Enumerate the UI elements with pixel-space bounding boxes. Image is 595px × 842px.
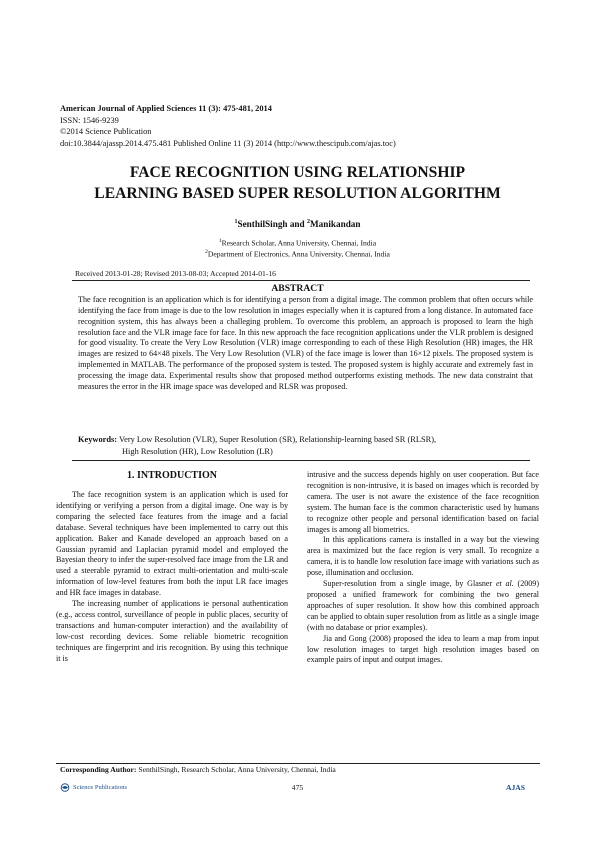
intro-paragraph-1: The face recognition system is an application which is used for identifying or verifying a person from a digital image. One way is by comparing the selected face features from the image and a facial database. Several techniques have been implemented to carry out this application. Baker and Kanade developed an approach based on a Gaussian pyramid and Laplacian pyramid model and employed the Bayesian theory to infer the super-resolved face image from the LR and used a steerable pyramid to extract multi-orientation and multi-scale information of low-level features from both the input LR face images and HR face images in database. bbox=[56, 490, 288, 598]
corresponding-author bbox=[60, 765, 336, 774]
title-line-2: LEARNING BASED SUPER RESOLUTION ALGORITHM bbox=[94, 184, 501, 202]
intro-paragraph-4: In this applications camera is installed in a way but the viewing area is maximized but the face region is very small. To recognize a camera, it is to handle low resolution face image with variations such as pose, illumination and occlusion. bbox=[307, 535, 539, 578]
keywords-label: Keywords: bbox=[78, 435, 118, 444]
journal-code: AJAS bbox=[506, 783, 525, 792]
author-and: and bbox=[287, 219, 307, 230]
journal-header bbox=[60, 103, 396, 149]
keywords bbox=[78, 434, 533, 457]
affiliation-1 bbox=[0, 238, 595, 248]
doi-line[interactable]: doi:10.3844/ajassp.2014.475.481 Published Online 11 (3) 2014 (http://www.thescipub.com/ajas.toc) bbox=[60, 138, 396, 148]
intro-paragraph-5 bbox=[307, 579, 539, 634]
journal-citation: American Journal of Applied Sciences 11 (3): 475-481, 2014 bbox=[60, 104, 272, 113]
affiliation-2-sup: 2 bbox=[205, 249, 208, 255]
title-line-1: FACE RECOGNITION USING RELATIONSHIP bbox=[129, 164, 466, 181]
para5-etal: et al. bbox=[495, 579, 514, 589]
affiliation-2 bbox=[0, 249, 595, 259]
authors bbox=[0, 219, 595, 229]
keywords-line-2: High Resolution (HR), Low Resolution (LR) bbox=[122, 446, 273, 456]
author-2-sup: 2 bbox=[306, 219, 310, 225]
affiliation-2-text: Department of Electronics, Anna University, Chennai, India bbox=[207, 249, 390, 259]
corresponding-text: SenthilSingh, Research Scholar, Anna University, Chennai, India bbox=[136, 765, 336, 774]
intro-paragraph-6: Jia and Gong (2008) proposed the idea to learn a map from input low resolution images to target high resolution images based on example pairs of input and output images. bbox=[307, 633, 539, 665]
divider-footer bbox=[56, 763, 540, 764]
author-2: Manikandan bbox=[309, 219, 361, 230]
affiliation-1-text: Research Scholar, Anna University, Chennai, India bbox=[221, 238, 377, 248]
divider-top bbox=[72, 280, 530, 281]
received-dates: Received 2013-01-28; Revised 2013-08-03; Accepted 2014-01-16 bbox=[75, 269, 276, 278]
intro-paragraph-2: The increasing number of applications ie personal authentication (e.g., access control, surveillance of people in public places, security of transactions and human-computer interaction) and the availability of low-cost recording devices. Some reliable biometric recognition techniques are fingerprint and iris recognition. By using this technique it is bbox=[56, 599, 288, 663]
paper-title bbox=[0, 163, 595, 204]
author-1: SenthilSingh bbox=[237, 219, 288, 230]
abstract-text: The face recognition is an application which is for identifying a person from a digital image. The common problem that often occurs while identifying the face from image is due to the low resolution in images especially when it is captured from a long distance. In automated face recognition system, this has always been a challeging problem. To overcome this problem, an approach is proposed to learn the high resolution face and the VLR image face for face. In this new approach the face recognition applications under the VLR problem is designed for good visuality. To create the Very Low Resolution (VLR) image corresponding to each of these High Resolution (HR) images, the HR images are resized to 64×48 pixels. The Very Low Resolution (VLR) of the face image is lower than 16×12 pixels. The proposed system is implemented in MATLAB. The performance of the proposed system is tested. The proposed system is highly accurate and extremely fast in processing the image data. Experimental results show that proposed method outperforms existing methods. The new data constraint that measures the error in the HR image space was developed and RLSR was proposed. bbox=[78, 295, 533, 391]
para5-start: Super-resolution from a single image, by Glasner bbox=[323, 579, 496, 589]
section-heading-introduction: 1. INTRODUCTION bbox=[126, 470, 217, 481]
corresponding-label: Corresponding Author: bbox=[60, 765, 137, 774]
intro-paragraph-3: intrusive and the success depends highly on user cooperation. But face recognition is non-intrusive, it is based on images which is recorded by camera. The user is not aware the existence of the face recognition system. The human face is the common characteristic used by humans to recognize other people and personal identification based on facial images is among all biometrics. bbox=[307, 470, 539, 534]
column-left bbox=[56, 470, 288, 665]
abstract-heading: ABSTRACT bbox=[271, 283, 324, 294]
divider-keywords bbox=[72, 460, 530, 461]
column-right bbox=[307, 470, 539, 666]
affiliation-1-sup: 1 bbox=[218, 238, 222, 244]
publisher-name: Science Publications bbox=[73, 784, 127, 791]
copyright: ©2014 Science Publication bbox=[60, 127, 152, 137]
issn: ISSN: 1546-9239 bbox=[60, 115, 119, 125]
author-1-sup: 1 bbox=[234, 219, 238, 225]
para5-end: (2009) proposed a unified framework for combining the two general approaches of super resolution. It show how this combined approach can be applied to obtain super resolution from as little as a single image (with no database or prior examples). bbox=[307, 579, 540, 632]
keywords-line-1: Very Low Resolution (VLR), Super Resolution (SR), Relationship-learning based SR (RLSR), bbox=[117, 435, 437, 444]
page-number: 475 bbox=[291, 783, 304, 792]
